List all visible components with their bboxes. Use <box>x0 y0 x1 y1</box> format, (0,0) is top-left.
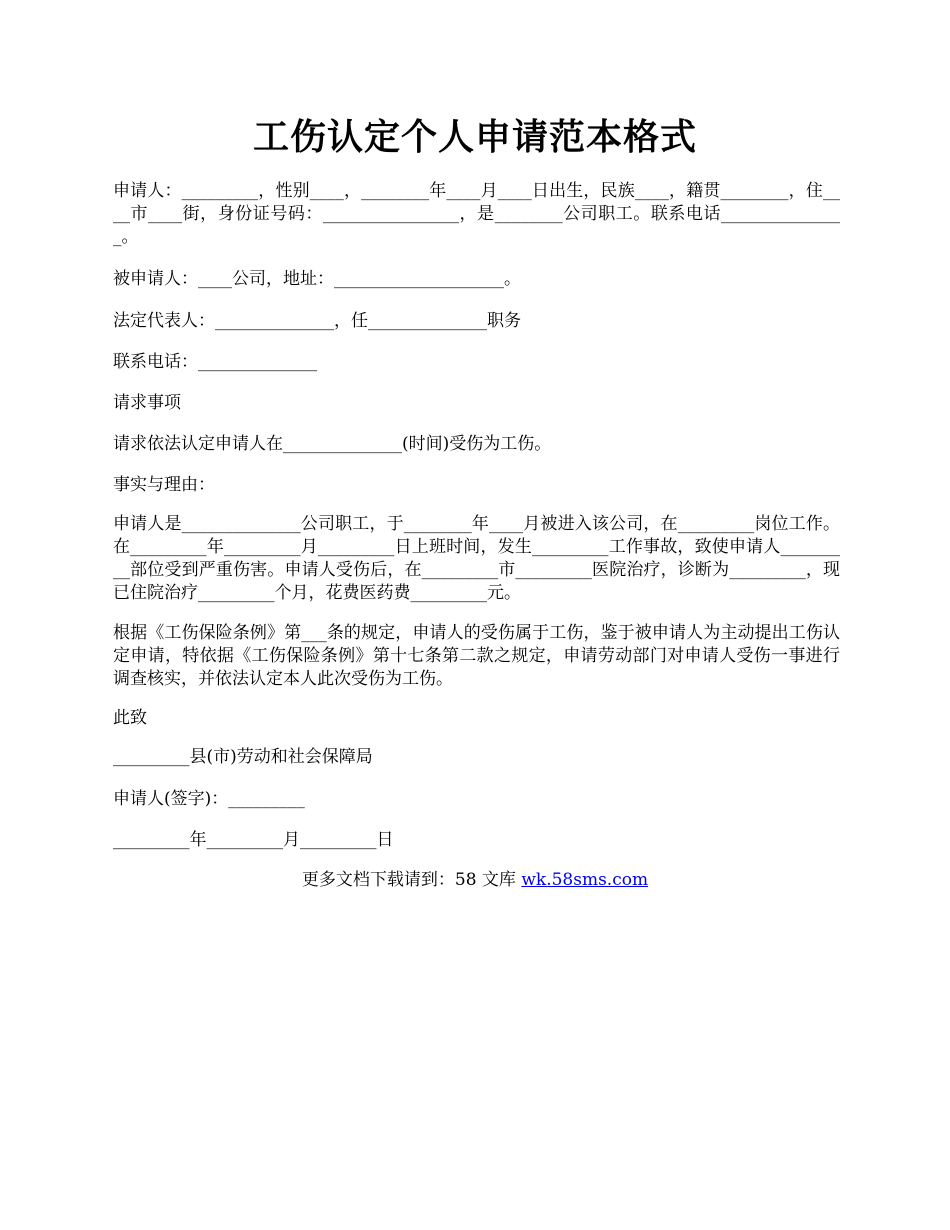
legal-representative-paragraph: 法定代表人：______________，任______________职务 <box>113 311 521 331</box>
legal-basis-paragraph: 根据《工伤保险条例》第___条的规定，申请人的受伤属于工伤，鉴于被申请人为主动提出工伤认定申请，特依据《工伤保险条例》第十七条第二款之规定，申请劳动部门对申请人受伤一事进行调查核实，并依法认定本人此次受伤为工伤。 <box>113 623 840 689</box>
facts-heading: 事实与理由： <box>113 475 215 495</box>
applicant-info-paragraph: 申请人：_________，性别____，________年____月____日出生，民族____，籍贯________，住____市____街，身份证号码：________________，是________公司职工。联系电话_______________。 <box>113 181 840 247</box>
footer-link[interactable]: wk.58sms.com <box>521 870 649 890</box>
applicant-signature-line: 申请人(签字)：_________ <box>113 789 305 809</box>
claim-paragraph: 请求依法认定申请人在______________(时间)受伤为工伤。 <box>113 434 552 454</box>
respondent-info-paragraph: 被申请人：____公司，地址：____________________。 <box>113 269 521 289</box>
facts-paragraph: 申请人是______________公司职工，于________年____月被进入该公司，在_________岗位工作。在_________年_________月_________日上班时间，发生_________工作事故，致使申请人_________部位受到严重伤害。申请人受伤后，在_________市_________医院治疗，诊断为_________，现已住院治疗_________个月，花费医药费_________元。 <box>113 514 840 603</box>
footer-text: 更多文档下载请到：58 文库 <box>301 870 522 890</box>
footer <box>0 869 950 892</box>
salutation: 此致 <box>113 708 147 728</box>
contact-phone-paragraph: 联系电话：______________ <box>113 352 317 372</box>
document-title: 工伤认定个人申请范本格式 <box>252 116 697 158</box>
date-line: _________年_________月_________日 <box>113 830 394 850</box>
claims-heading: 请求事项 <box>113 393 181 413</box>
recipient-bureau: _________县(市)劳动和社会保障局 <box>113 747 373 767</box>
